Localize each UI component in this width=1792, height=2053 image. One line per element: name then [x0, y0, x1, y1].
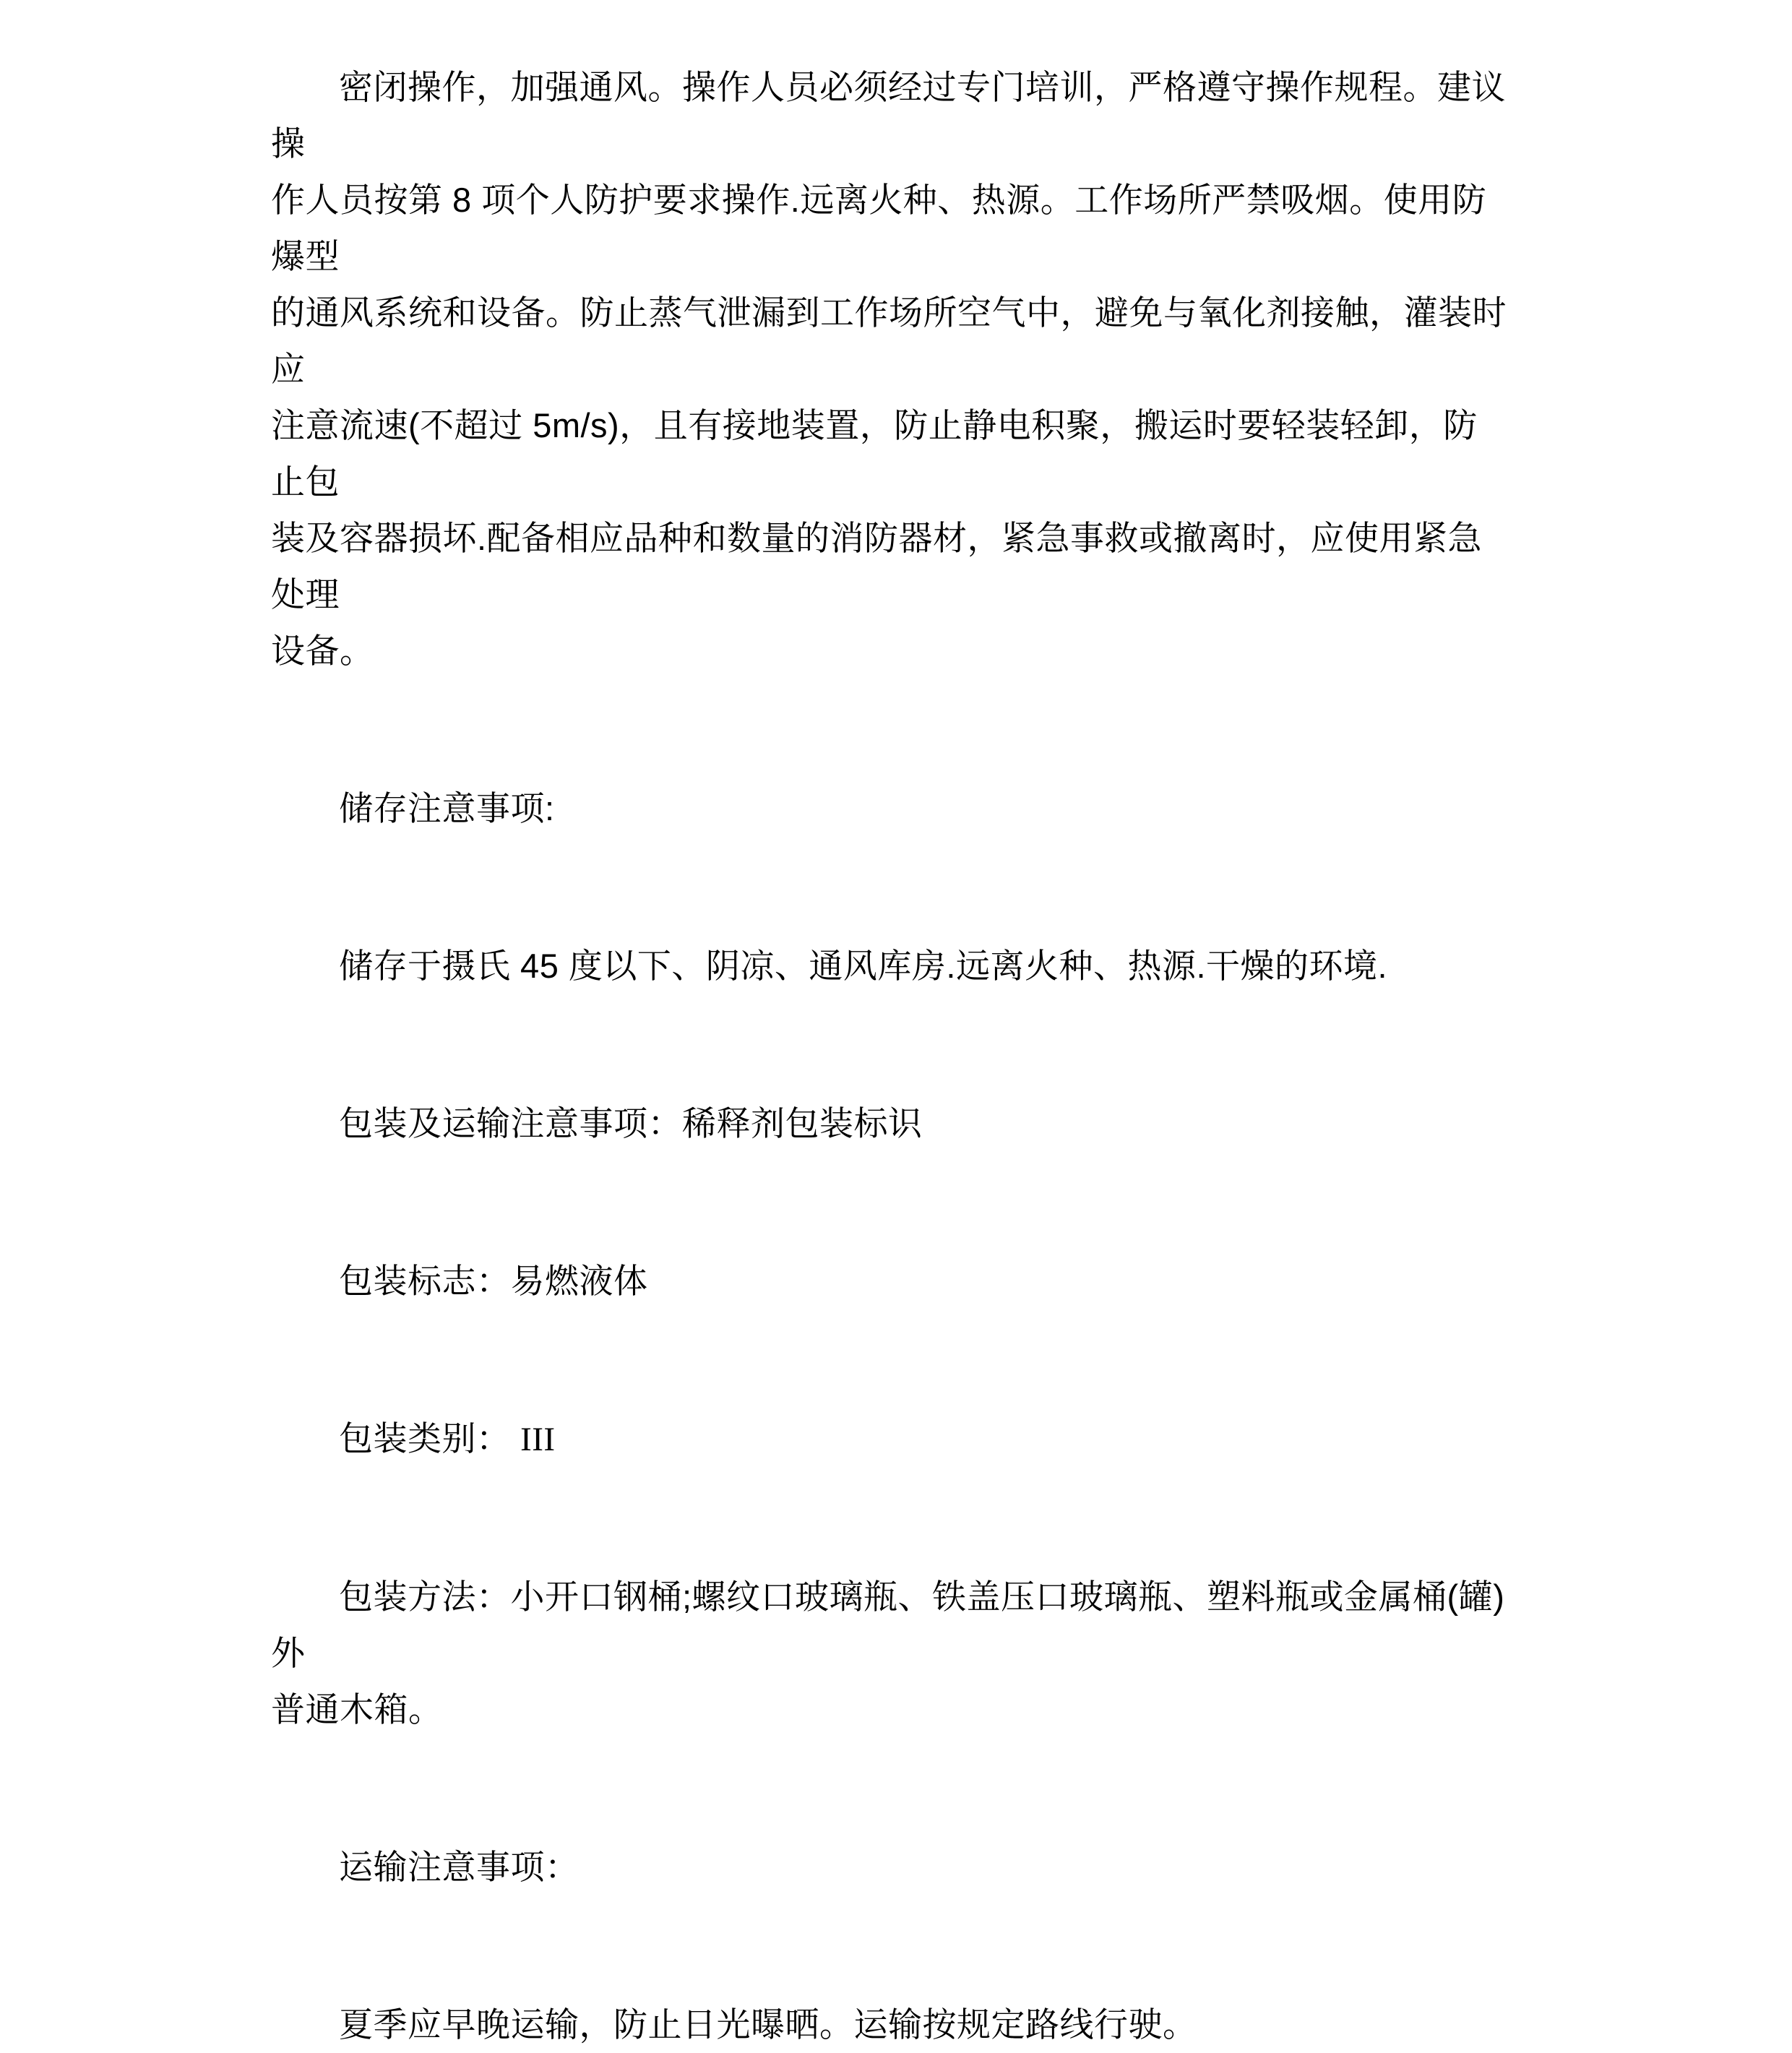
transport-conditions-text: [271, 1997, 1510, 2053]
text-line: 储存于摄氏 45 度以下、阴凉、通风库房.远离火种、热源.干燥的环境.: [339, 947, 1388, 985]
text-line: 夏季应早晚运输，防止日光曝晒。运输按规定路线行驶。: [339, 2005, 1197, 2044]
text-line: 设备。: [271, 632, 374, 670]
packaging-category-text: [271, 1411, 1510, 1468]
text-line: 包装方法：小开口钢桶;螺纹口玻璃瓶、铁盖压口玻璃瓶、塑料瓶或金属桶(罐)外: [271, 1578, 1505, 1672]
text-line: 运输注意事项：: [339, 1848, 580, 1886]
text-line: 储存注意事项:: [339, 789, 555, 827]
text-line: 装及容器损坏.配备相应品种和数量的消防器材，紧急事救或撤离时，应使用紧急处理: [271, 519, 1483, 614]
text-line: 包装标志：易燃液体: [339, 1262, 648, 1300]
text-line: [271, 1411, 1510, 1468]
packaging-transport-label: [271, 1096, 1510, 1152]
text-line: 作人员按第 8 项个人防护要求操作.远离火种、热源。工作场所严禁吸烟。使用防爆型: [271, 181, 1487, 275]
packaging-mark-text: [271, 1253, 1510, 1309]
packaging-method-paragraph: [271, 1569, 1510, 1738]
packaging-category-value: III: [520, 1421, 556, 1458]
storage-conditions-text: [271, 938, 1510, 994]
packaging-category-label: 包装类别：: [339, 1419, 521, 1458]
transport-precautions-label: [271, 1839, 1510, 1895]
text-line: 密闭操作，加强通风。操作人员必须经过专门培训，严格遵守操作规程。建议操: [271, 68, 1506, 163]
text-line: 普通木箱。: [271, 1690, 443, 1729]
operation-precautions-paragraph: [271, 59, 1510, 679]
text-line: 的通风系统和设备。防止蒸气泄漏到工作场所空气中，避免与氧化剂接触，灌装时应: [271, 293, 1507, 388]
text-line: 包装及运输注意事项：稀释剂包装标识: [339, 1104, 923, 1142]
storage-precautions-label: [271, 780, 1510, 837]
text-line: 注意流速(不超过 5m/s)，且有接地装置，防止静电积聚，搬运时要轻装轻卸，防止包: [271, 406, 1478, 501]
